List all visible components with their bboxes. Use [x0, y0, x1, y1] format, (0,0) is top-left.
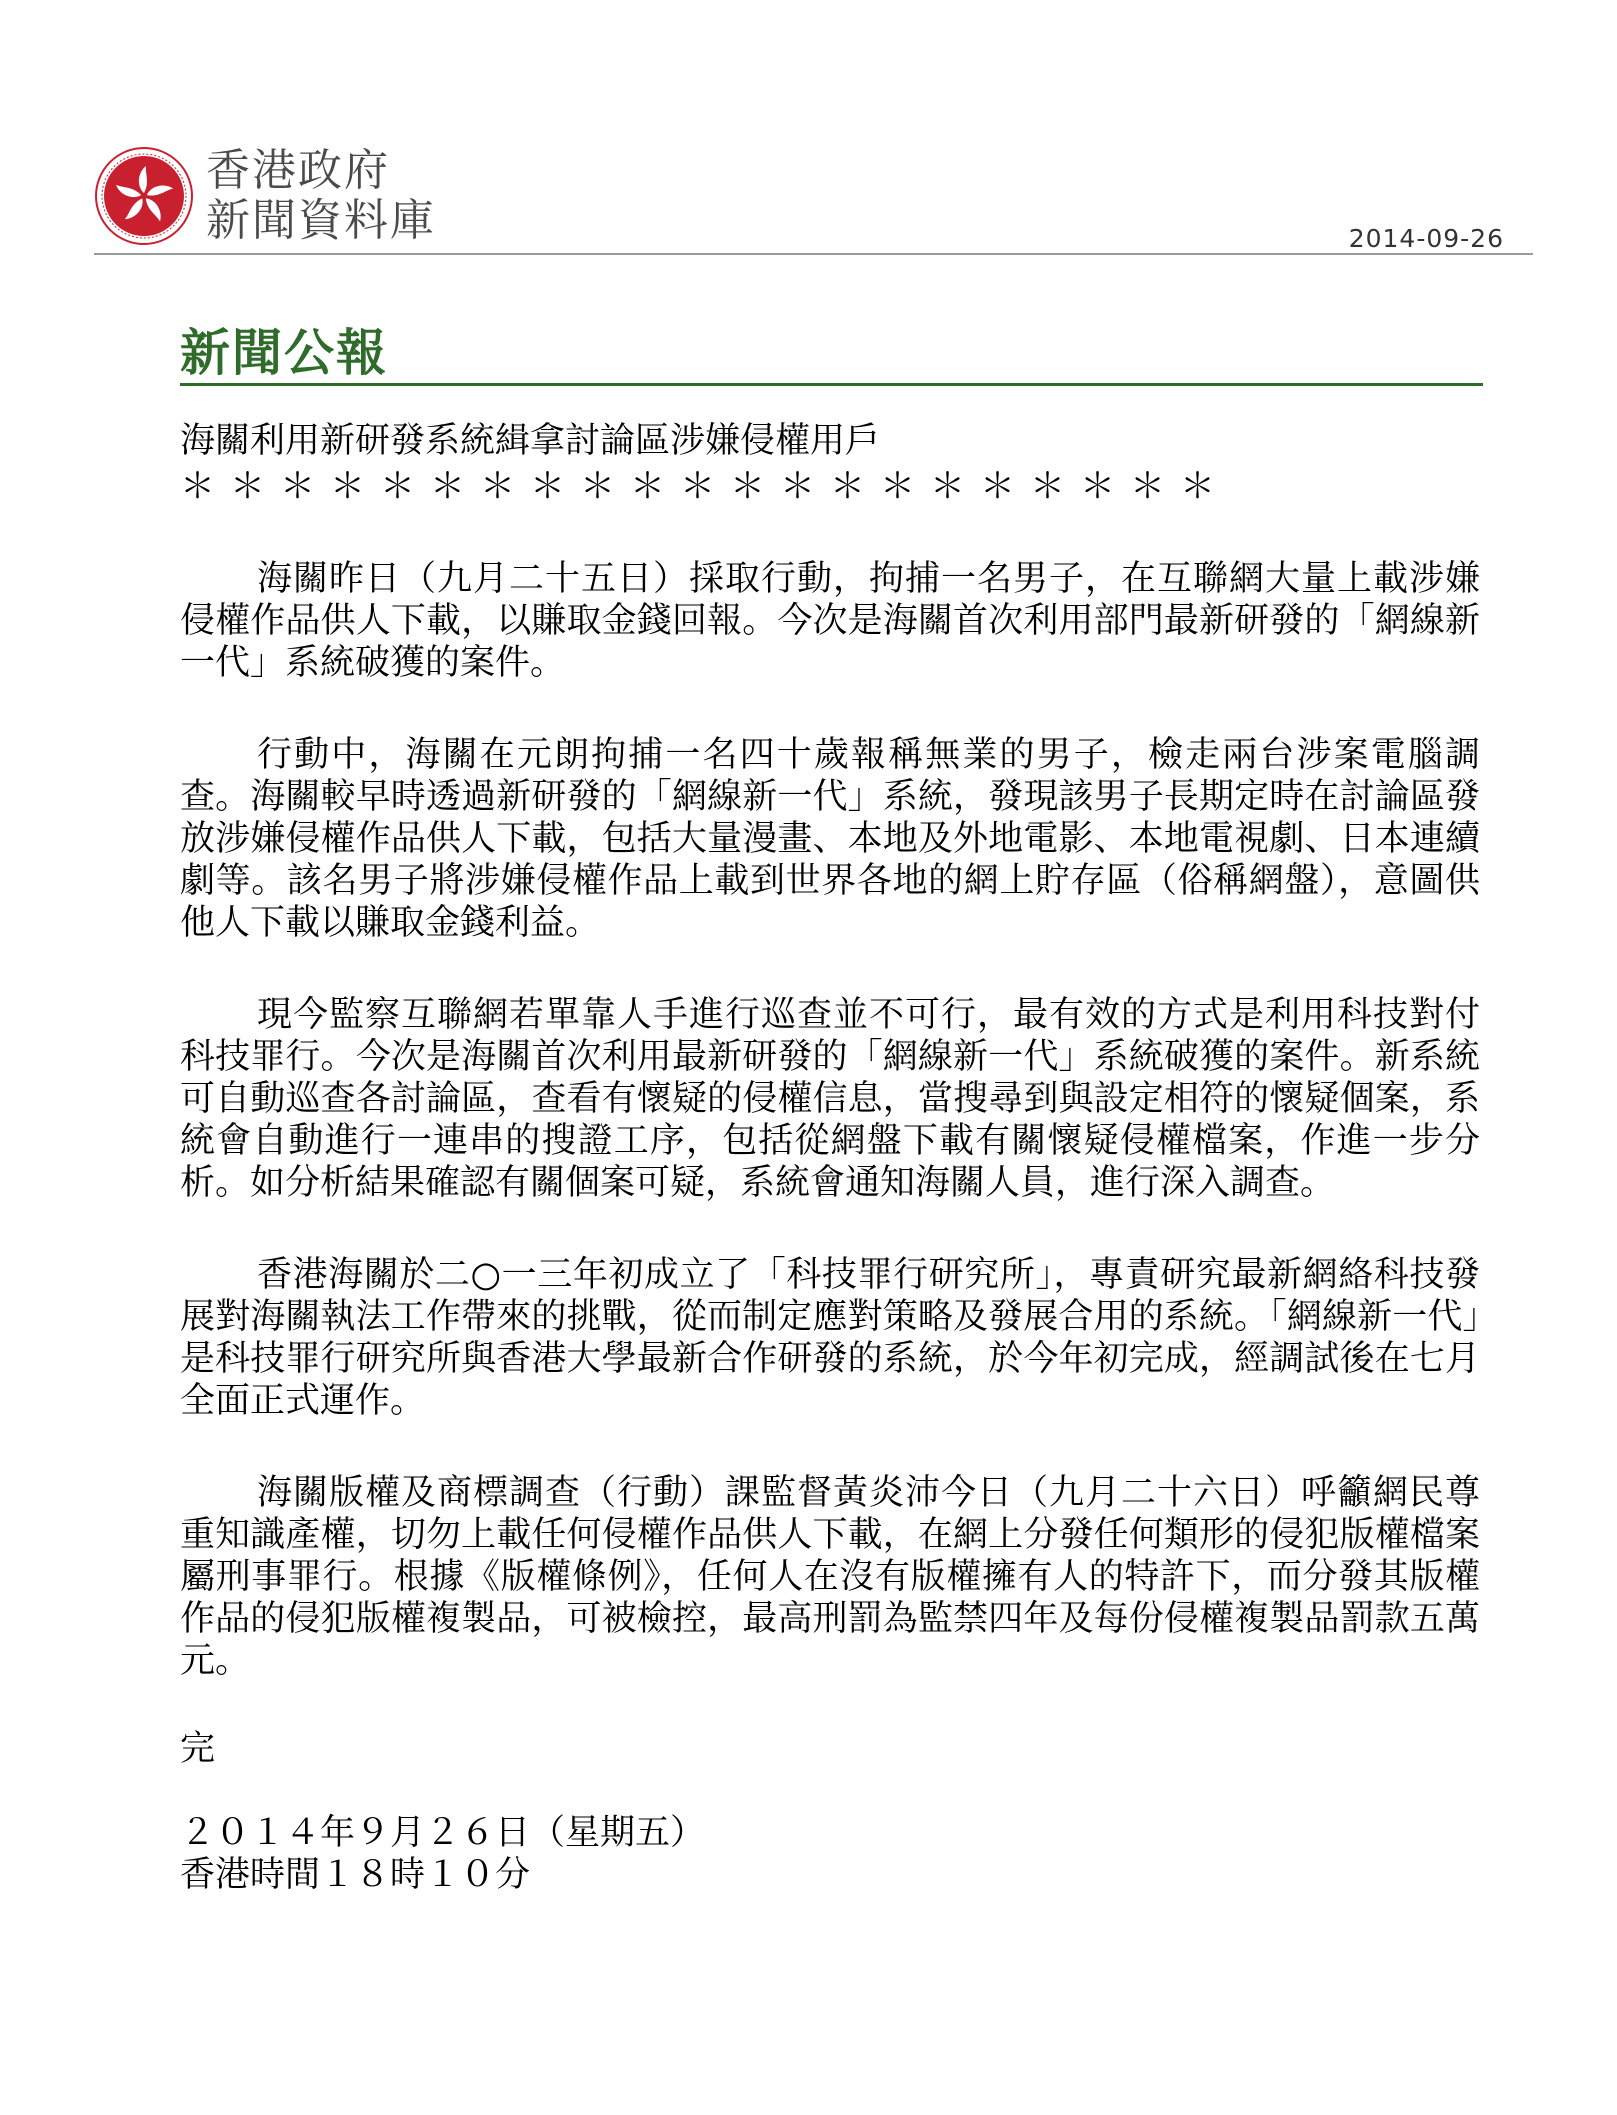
paragraph-1: 海關昨日（九月二十五日）採取行動，拘捕一名男子，在互聯網大量上載涉嫌侵權作品供人下載，以賺取金錢回報。今次是海關首次利用部門最新研發的「網線新一代」系統破獲的案件。 — [180, 559, 1480, 683]
section-title: 新聞公報 — [180, 324, 388, 382]
paragraph-4: 香港海關於二○一三年初成立了「科技罪行研究所」，專責研究最新網絡科技發展對海關執法工作帶來的挑戰，從而制定應對策略及發展合用的系統。「網線新一代」是科技罪行研究所與香港大學最新合作研發的系統，於今年初完成，經調試後在七月全面正式運作。 — [180, 1255, 1480, 1421]
headline-separator: ＊＊＊＊＊＊＊＊＊＊＊＊＊＊＊＊＊＊＊＊＊ — [180, 467, 1231, 507]
dateline — [180, 1812, 1480, 1896]
hksar-emblem-icon — [94, 146, 194, 246]
section-divider — [180, 383, 1483, 386]
paragraph-5: 海關版權及商標調查（行動）課監督黃炎沛今日（九月二十六日）呼籲網民尊重知識產權，切勿上載任何侵權作品供人下載，在網上分發任何類形的侵犯版權檔案屬刑事罪行。根據《版權條例》，任何人在沒有版權擁有人的特許下，而分發其版權作品的侵犯版權複製品，可被檢控，最高刑罰為監禁四年及每份侵權複製品罰款五萬元。 — [180, 1473, 1480, 1681]
end-mark: 完 — [180, 1729, 216, 1769]
dateline-date: ２０１４年９月２６日（星期五） — [180, 1813, 706, 1853]
org-name — [206, 146, 436, 246]
article-body — [180, 420, 1480, 1896]
org-name-line1: 香港政府 — [206, 145, 390, 196]
paragraph-2: 行動中，海關在元朗拘捕一名四十歲報稱無業的男子，檢走兩台涉案電腦調查。海關較早時透過新研發的「網線新一代」系統，發現該男子長期定時在討論區發放涉嫌侵權作品供人下載，包括大量漫畫、本地及外地電影、本地電視劇、日本連續劇等。該名男子將涉嫌侵權作品上載到世界各地的網上貯存區（俗稱網盤），意圖供他人下載以賺取金錢利益。 — [180, 735, 1480, 943]
dateline-time: 香港時間１８時１０分 — [180, 1855, 531, 1895]
header-divider — [94, 253, 1533, 255]
paragraph-3: 現今監察互聯網若單靠人手進行巡查並不可行，最有效的方式是利用科技對付科技罪行。今次是海關首次利用最新研發的「網線新一代」系統破獲的案件。新系統可自動巡查各討論區，查看有懷疑的侵權信息，當搜尋到與設定相符的懷疑個案，系統會自動進行一連串的搜證工序，包括從網盤下載有關懷疑侵權檔案，作進一步分析。如分析結果確認有關個案可疑，系統會通知海關人員，進行深入調查。 — [180, 995, 1480, 1203]
page-header — [94, 146, 1534, 251]
article-headline: 海關利用新研發系統緝拿討論區涉嫌侵權用戶 — [180, 421, 881, 461]
org-name-line2: 新聞資料庫 — [206, 195, 436, 246]
header-date: 2014-09-26 — [1348, 224, 1504, 253]
